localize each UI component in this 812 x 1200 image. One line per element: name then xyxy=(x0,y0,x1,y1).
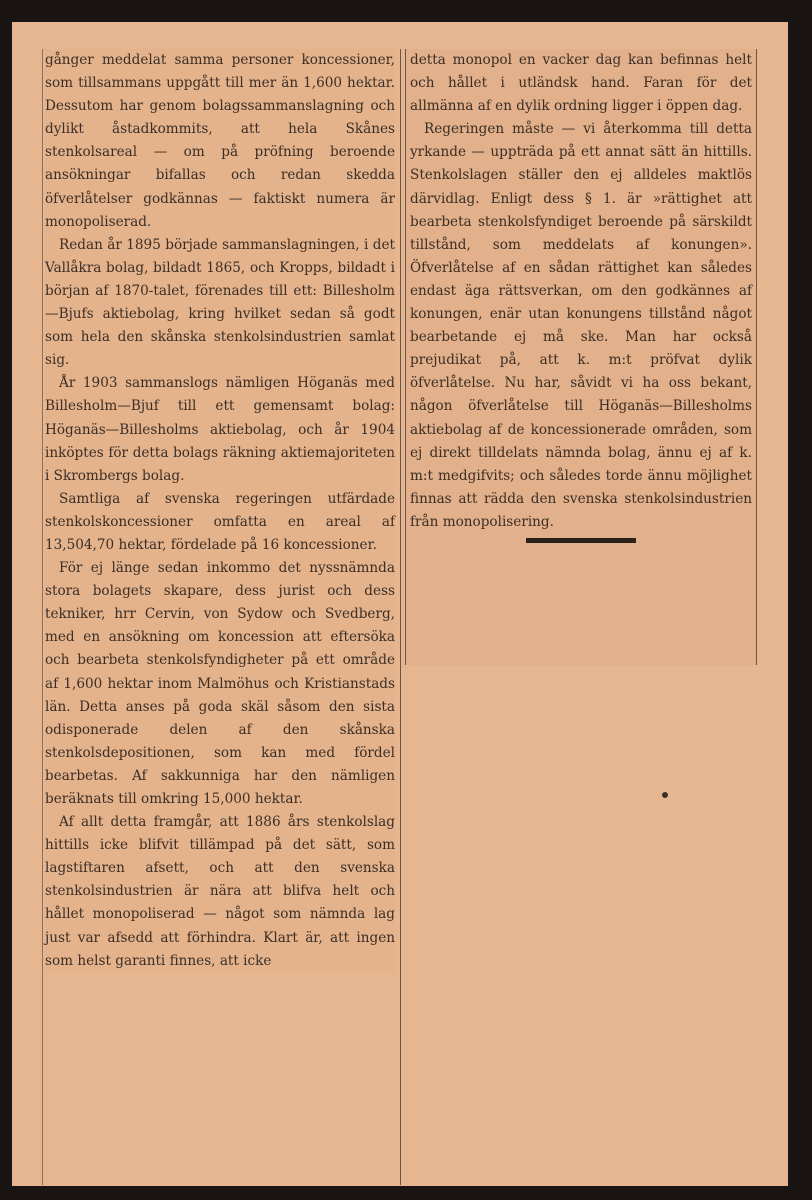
paragraph: För ej länge sedan inkommo det nyssnämnda stora bolagets skapare, dess jurist och dess tekniker, hrr Cervin, von Sydow och Svedberg, med en ansökning om koncession att eftersöka och bearbeta stenkolsfyndigheter på ett område af 1,600 hektar inom Malmöhus och Kristianstads län. Detta anses på goda skäl såsom den sista odisponerade delen af den skånska stenkolsdepositionen, som kan med fördel bearbetas. Af sakkunniga har den nämligen beräknats till omkring 15,000 hektar. xyxy=(45,560,395,807)
right-column xyxy=(405,49,757,665)
paragraph: gånger meddelat samma personer koncessioner, som tillsammans uppgått till mer än 1,600 hektar. Dessutom har genom bolagssammanslagning och dylikt åstadkommits, att hela Skånes stenkolsareal — om på pröfning beroende ansökningar bifallas och redan skedda öfverlåtelser godkännas — faktiskt numera är monopoliserad. xyxy=(45,52,395,230)
paragraph: Regeringen måste — vi återkomma till detta yrkande — uppträda på ett annat sätt än hittills. Stenkolslagen ställer den ej alldeles maktlös därvidlag. Enligt dess § 1. är »rättighet att bearbeta stenkolsfyndiget beroende på särskildt tillstånd, som meddelats af konungen». Öfverlåtelse af en sådan rättighet kan således endast äga rättsverkan, om den godkännes af konungen, enär utan konungens tillstånd något bearbetande ej må ske. Man har också prejudikat på, att k. m:t pröfvat dylik öfverlåtelse. Nu har, såvidt vi ha oss bekant, någon öfverlåtelse till Höganäs—Billesholms aktiebolag af de koncessionerade områden, som ej direkt tilldelats nämnda bolag, ännu ej af k. m:t medgifvits; och således torde ännu möjlighet finnas att rädda den svenska stenkolsindustrien från monopolisering. xyxy=(410,121,752,530)
paragraph: År 1903 sammanslogs nämligen Höganäs med Billesholm—Bjuf till ett gemensamt bolag: Höganäs—Billesholms aktiebolag, och år 1904 inköptes för detta bolags räkning aktiemajoriteten i Skrombergs bolag. xyxy=(45,375,395,484)
ink-spot xyxy=(662,792,668,798)
left-column xyxy=(45,49,395,973)
paragraph: Redan år 1895 började sammanslagningen, i det Vallåkra bolag, bildadt 1865, och Kropps, bildadt i början af 1870-talet, förenades till ett: Billesholm—Bjufs aktiebolag, kring hvilket sedan så godt som hela den skånska stenkolsindustrien samlat sig. xyxy=(45,236,395,369)
paragraph: Af allt detta framgår, att 1886 års stenkolslag hittills icke blifvit tillämpad på det sätt, som lagstiftaren afsett, och att den svenska stenkolsindustrien är nära att blifva helt och hållet monopoliserad — något som nämnda lag just var afsedd att förhindra. Klart är, att ingen som helst garanti finnes, att icke xyxy=(45,814,395,969)
paragraph: detta monopol en vacker dag kan befinnas helt och hållet i utländsk hand. Faran för det allmänna af en dylik ordning ligger i öppen dag. xyxy=(410,52,752,115)
end-rule xyxy=(526,538,636,543)
paragraph: Samtliga af svenska regeringen utfärdade stenkolskoncessioner omfatta en areal af 13,504,70 hektar, fördelade på 16 koncessioner. xyxy=(45,490,395,553)
newspaper-clipping xyxy=(12,22,788,1186)
